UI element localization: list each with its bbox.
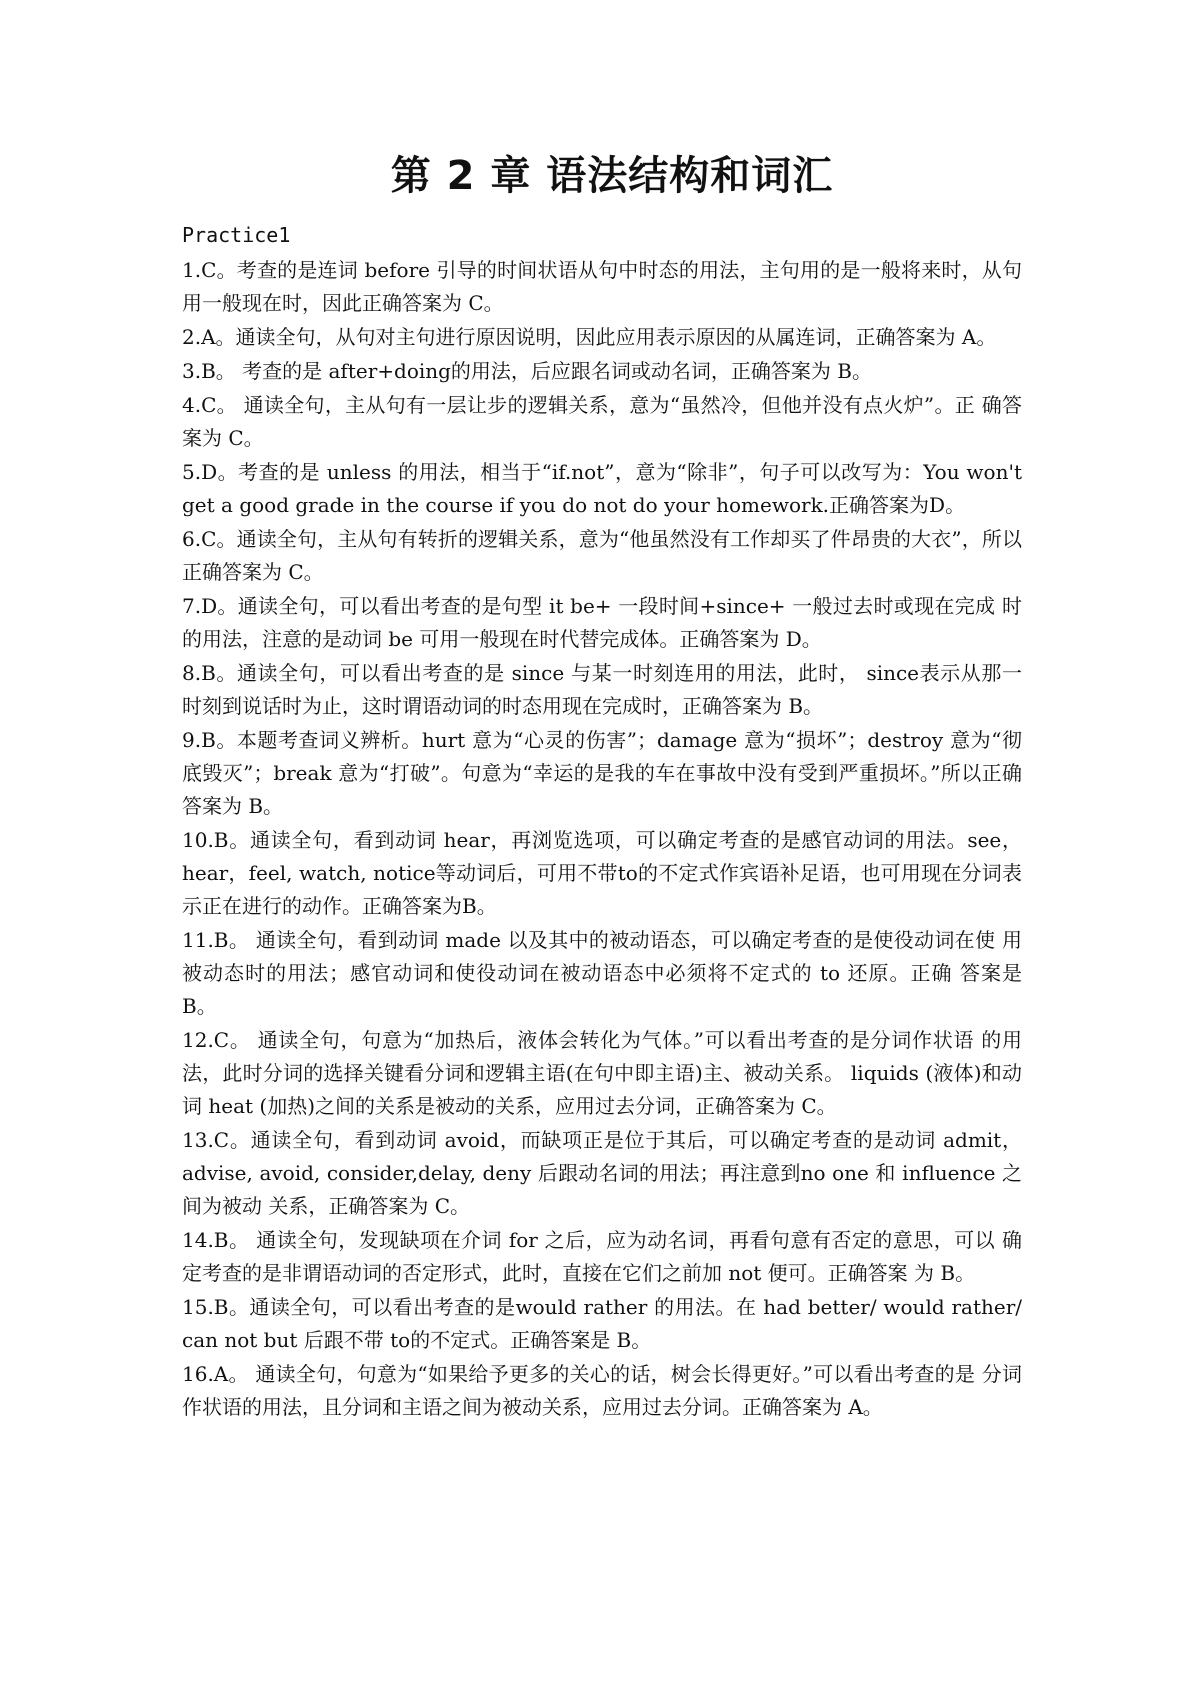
document-page xyxy=(182,150,1022,1425)
answer-item-7: 7.D。通读全句，可以看出考查的是句型 it be+ 一段时间+since+ 一般过去时或现在完成 时的用法，注意的是动词 be 可用一般现在时代替完成体。正确答案为 D。 xyxy=(182,594,1022,651)
answer-item-12: 12.C。 通读全句，句意为“加热后，液体会转化为气体。”可以看出考查的是分词作状语 的用法，此时分词的选择关键看分词和逻辑主语(在句中即主语)主、被动关系。 liquids (液体)和动词 heat (加热)之间的关系是被动的关系，应用过去分词，正确答案为 C。 xyxy=(182,1028,1022,1118)
answer-item-4: 4.C。 通读全句，主从句有一层让步的逻辑关系，意为“虽然冷，但他并没有点火炉”。正 确答案为 C。 xyxy=(182,393,1022,450)
answer-item-2: 2.A。通读全句，从句对主句进行原因说明，因此应用表示原因的从属连词，正确答案为 A。 xyxy=(182,325,997,349)
answer-item-6: 6.C。通读全句，主从句有转折的逻辑关系，意为“他虽然没有工作却买了件昂贵的大衣”，所以正确答案为 C。 xyxy=(182,527,1022,584)
chapter-title: 第 2 章 语法结构和词汇 xyxy=(390,153,834,199)
answer-item-9: 9.B。本题考查词义辨析。hurt 意为“心灵的伤害”；damage 意为“损坏”；destroy 意为“彻底毁灭”；break 意为“打破”。句意为“幸运的是我的车在事故中没有受到严重损坏。”所以正确答案为 B。 xyxy=(182,728,1022,818)
answer-item-1: 1.C。考查的是连词 before 引导的时间状语从句中时态的用法，主句用的是一般将来时，从句用一般现在时，因此正确答案为 C。 xyxy=(182,258,1022,315)
answer-item-15: 15.B。通读全句，可以看出考查的是would rather 的用法。在 had better/ would rather/ can not but 后跟不带 to的不定式。正确答案是 B。 xyxy=(182,1295,1022,1352)
answer-item-10: 10.B。通读全句，看到动词 hear，再浏览选项，可以确定考查的是感官动词的用法。see，hear，feel, watch, notice等动词后，可用不带to的不定式作宾语补足语，也可用现在分词表示正在进行的动作。正确答案为B。 xyxy=(182,828,1022,918)
answer-item-11: 11.B。 通读全句，看到动词 made 以及其中的被动语态，可以确定考查的是使役动词在使 用被动态时的用法；感官动词和使役动词在被动语态中必须将不定式的 to 还原。正确 答案是 B。 xyxy=(182,928,1022,1018)
answer-item-3: 3.B。 考查的是 after+doing的用法，后应跟名词或动名词，正确答案为 B。 xyxy=(182,359,872,383)
answer-item-8: 8.B。通读全句，可以看出考查的是 since 与某一时刻连用的用法，此时， since表示从那一 时刻到说话时为止，这时谓语动词的时态用现在完成时，正确答案为 B。 xyxy=(182,661,1022,718)
answer-list xyxy=(182,254,1022,1424)
answer-item-5: 5.D。考查的是 unless 的用法，相当于“if.not”，意为“除非”，句子可以改写为：You won't get a good grade in the course if you do not do your homework.正确答案为D。 xyxy=(182,460,1022,517)
answer-item-14: 14.B。 通读全句，发现缺项在介词 for 之后，应为动名词，再看句意有否定的意思，可以 确定考查的是非谓语动词的否定形式，此时，直接在它们之前加 not 便可。正确答案 为 B。 xyxy=(182,1228,1022,1285)
answer-item-13: 13.C。通读全句，看到动词 avoid，而缺项正是位于其后，可以确定考查的是动词 admit，advise, avoid, consider,delay, deny 后跟动名词的用法；再注意到no one 和 influence 之间为被动 关系，正确答案为 C。 xyxy=(182,1128,1022,1218)
section-heading: Practice1 xyxy=(182,223,291,247)
answer-item-16: 16.A。 通读全句，句意为“如果给予更多的关心的话，树会长得更好。”可以看出考查的是 分词作状语的用法，且分词和主语之间为被动关系，应用过去分词。正确答案为 A。 xyxy=(182,1362,1022,1419)
